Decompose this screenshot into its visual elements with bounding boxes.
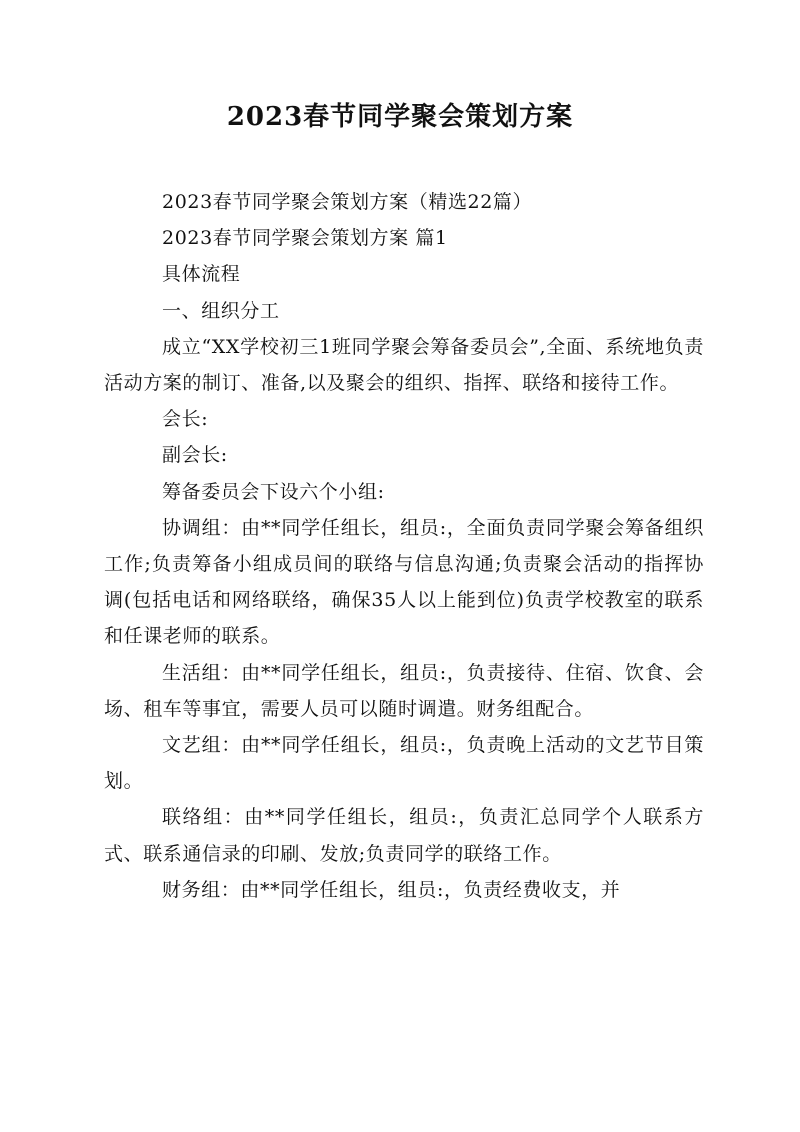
paragraph-finance-group: 财务组：由**同学任组长，组员:，负责经费收支，并 bbox=[162, 878, 621, 901]
paragraph-section-heading: 2023春节同学聚会策划方案 篇1 bbox=[162, 227, 448, 250]
paragraph-division-heading: 一、组织分工 bbox=[162, 299, 280, 322]
document-title: 2023春节同学聚会策划方案 bbox=[226, 102, 574, 132]
paragraph-subtitle: 2023春节同学聚会策划方案（精选22篇） bbox=[162, 191, 533, 213]
paragraph-committee: 成立“XX学校初三1班同学聚会筹备委员会”,全面、系统地负责活动方案的制订、准备,以及聚会的组织、指挥、联络和接待工作。 bbox=[104, 335, 704, 395]
paragraph-president: 会长: bbox=[162, 408, 209, 431]
paragraph-liaison-group: 联络组：由**同学任组长，组员:，负责汇总同学个人联系方式、联系通信录的印刷、发放;负责同学的联络工作。 bbox=[104, 806, 704, 865]
document-body bbox=[104, 184, 704, 908]
paragraph-coordination-group: 协调组：由**同学任组长，组员:，全面负责同学聚会筹备组织工作;负责筹备小组成员间的联络与信息沟通;负责聚会活动的指挥协调(包括电话和网络联络，确保35人以上能到位)负责学校教室的联系和任课老师的联系。 bbox=[104, 516, 704, 648]
paragraph-arts-group: 文艺组：由**同学任组长，组员:，负责晚上活动的文艺节目策划。 bbox=[104, 734, 704, 793]
paragraph-logistics-group: 生活组：由**同学任组长，组员:，负责接待、住宿、饮食、会场、租车等事宜，需要人员可以随时调遣。财务组配合。 bbox=[104, 661, 704, 720]
paragraph-process-heading: 具体流程 bbox=[162, 263, 241, 286]
paragraph-groups-intro: 筹备委员会下设六个小组: bbox=[162, 480, 385, 503]
paragraph-vice-president: 副会长: bbox=[162, 444, 228, 467]
